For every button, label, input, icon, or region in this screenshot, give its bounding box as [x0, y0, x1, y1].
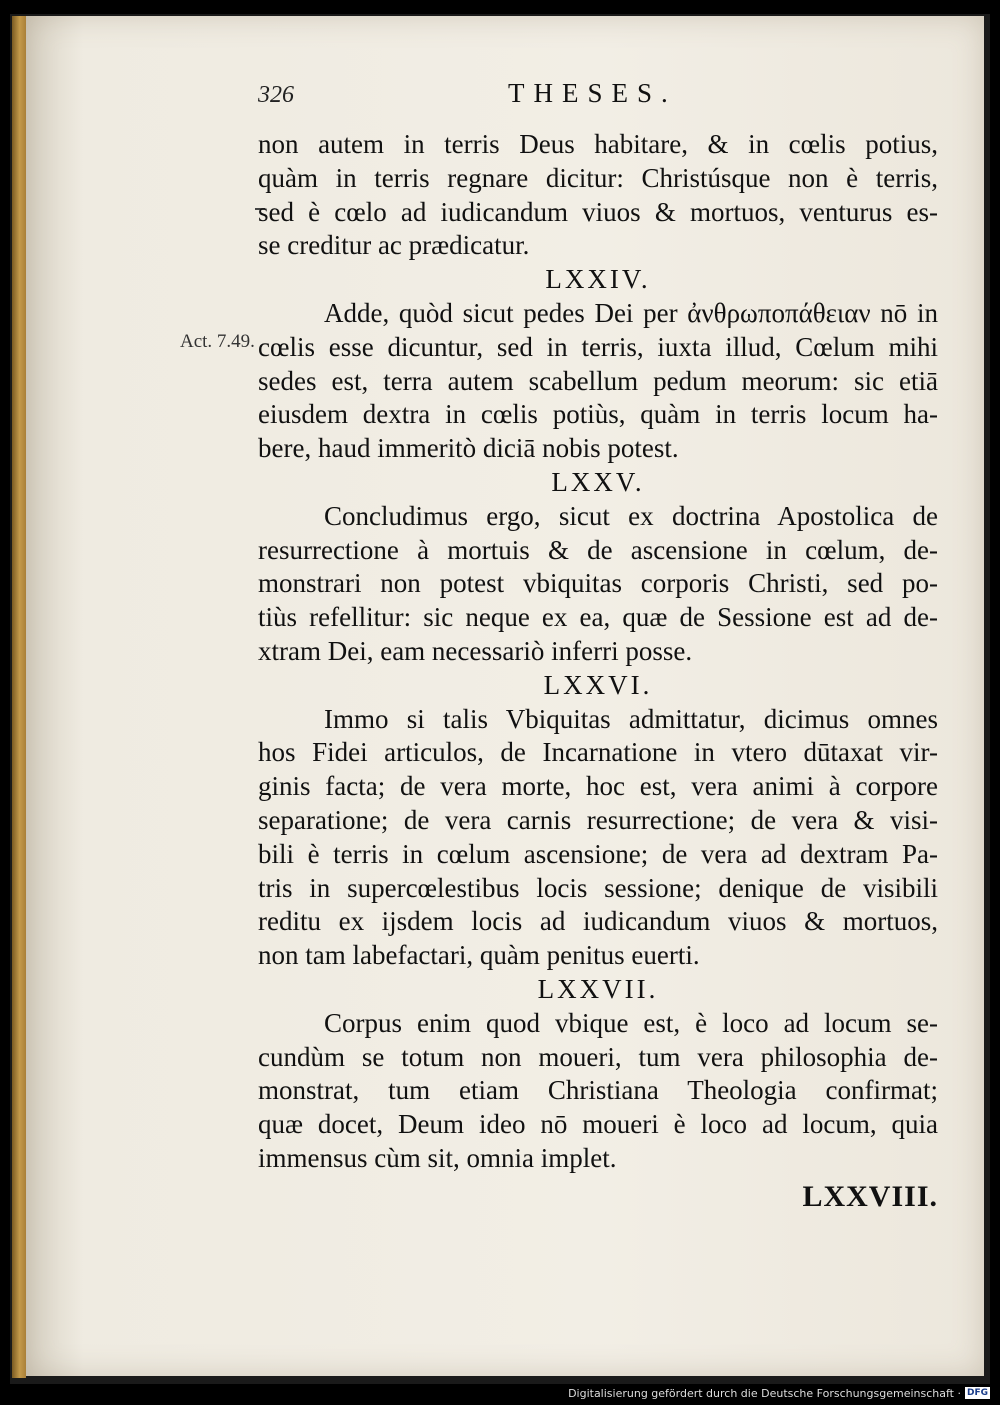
body-text	[258, 128, 938, 1214]
text-line: Concludimus ergo, sicut ex doctrina Apostolica de	[324, 500, 938, 531]
section-heading: LXXV.	[551, 466, 645, 497]
text-line: tiùs refellitur: sic neque ex ea, quæ de Sessione est ad de-	[258, 602, 938, 633]
section-heading: LXXVII.	[537, 973, 659, 1004]
digitization-footer	[568, 1385, 990, 1401]
text-line: hos Fidei articulos, de Incarnatione in vtero dūtaxat vir-	[258, 737, 938, 768]
text-line: sed è cœlo ad iudicandum viuos & mortuos, venturus es-	[258, 196, 938, 227]
footer-credit: Digitalisierung gefördert durch die Deutsche Forschungsgemeinschaft ·	[568, 1386, 961, 1400]
text-line: monstrat, tum etiam Christiana Theologia confirmat;	[258, 1075, 938, 1106]
text-line: xtram Dei, eam necessariò inferri posse.	[258, 635, 693, 666]
text-line: ginis facta; de vera morte, hoc est, vera animi à corpore	[258, 771, 938, 802]
section-heading: LXXIV.	[545, 264, 651, 295]
text-line: Corpus enim quod vbique est, è loco ad locum se-	[324, 1007, 938, 1038]
text-line: non tam labefactari, quàm penitus euerti.	[258, 940, 700, 971]
text-line: resurrectione à mortuis & de ascensione in cœlum, de-	[258, 534, 938, 565]
text-line: monstrari non potest vbiquitas corporis Christi, sed po-	[258, 568, 938, 599]
text-line: separatione; de vera carnis resurrectione; de vera & visi-	[258, 804, 938, 835]
text-line: bili è terris in cœlum ascensione; de vera ad dextram Pa-	[258, 838, 938, 869]
margin-note: Act. 7.49.	[180, 331, 255, 352]
text-line: eiusdem dextra in cœlis potiùs, quàm in terris locum ha-	[258, 399, 938, 430]
text-line: Immo si talis Vbiquitas admittatur, dicimus omnes	[324, 703, 938, 734]
text-line: sedes est, terra autem scabellum pedum meorum: sic etiā	[258, 365, 938, 396]
text-line: quæ docet, Deum ideo nō moueri è loco ad locum, quia	[258, 1109, 938, 1140]
book-spine	[12, 16, 26, 1378]
running-head	[258, 78, 938, 118]
text-line: Adde, quòd sicut pedes Dei per ἀνθρωποπάθειαν nō in	[324, 297, 938, 328]
text-line: cundùm se totum non moueri, tum vera philosophia de-	[258, 1041, 938, 1072]
text-line: non autem in terris Deus habitare, & in cœlis potius,	[258, 129, 938, 159]
text-line: immensus cùm sit, omnia implet.	[258, 1142, 617, 1173]
text-line: cœlis esse dicuntur, sed in terris, iuxta illud, Cœlum mihi	[258, 331, 938, 362]
text-line: reditu ex ijsdem locis ad iudicandum viuos & mortuos,	[258, 906, 938, 937]
dfg-logo-icon: DFG	[966, 1388, 988, 1398]
text-line: bere, haud immeritò diciā nobis potest.	[258, 433, 679, 464]
text-line: quàm in terris regnare dicitur: Christúsque non è terris,	[258, 162, 938, 193]
section-heading: LXXVI.	[543, 669, 653, 700]
text-line: se creditur ac prædicatur.	[258, 230, 530, 261]
page-number: 326	[258, 82, 294, 108]
text-line: tris in supercœlestibus locis sessione; denique de visibili	[258, 872, 938, 903]
running-title: THESES.	[508, 78, 677, 108]
catchword-heading: LXXVIII.	[802, 1179, 938, 1213]
